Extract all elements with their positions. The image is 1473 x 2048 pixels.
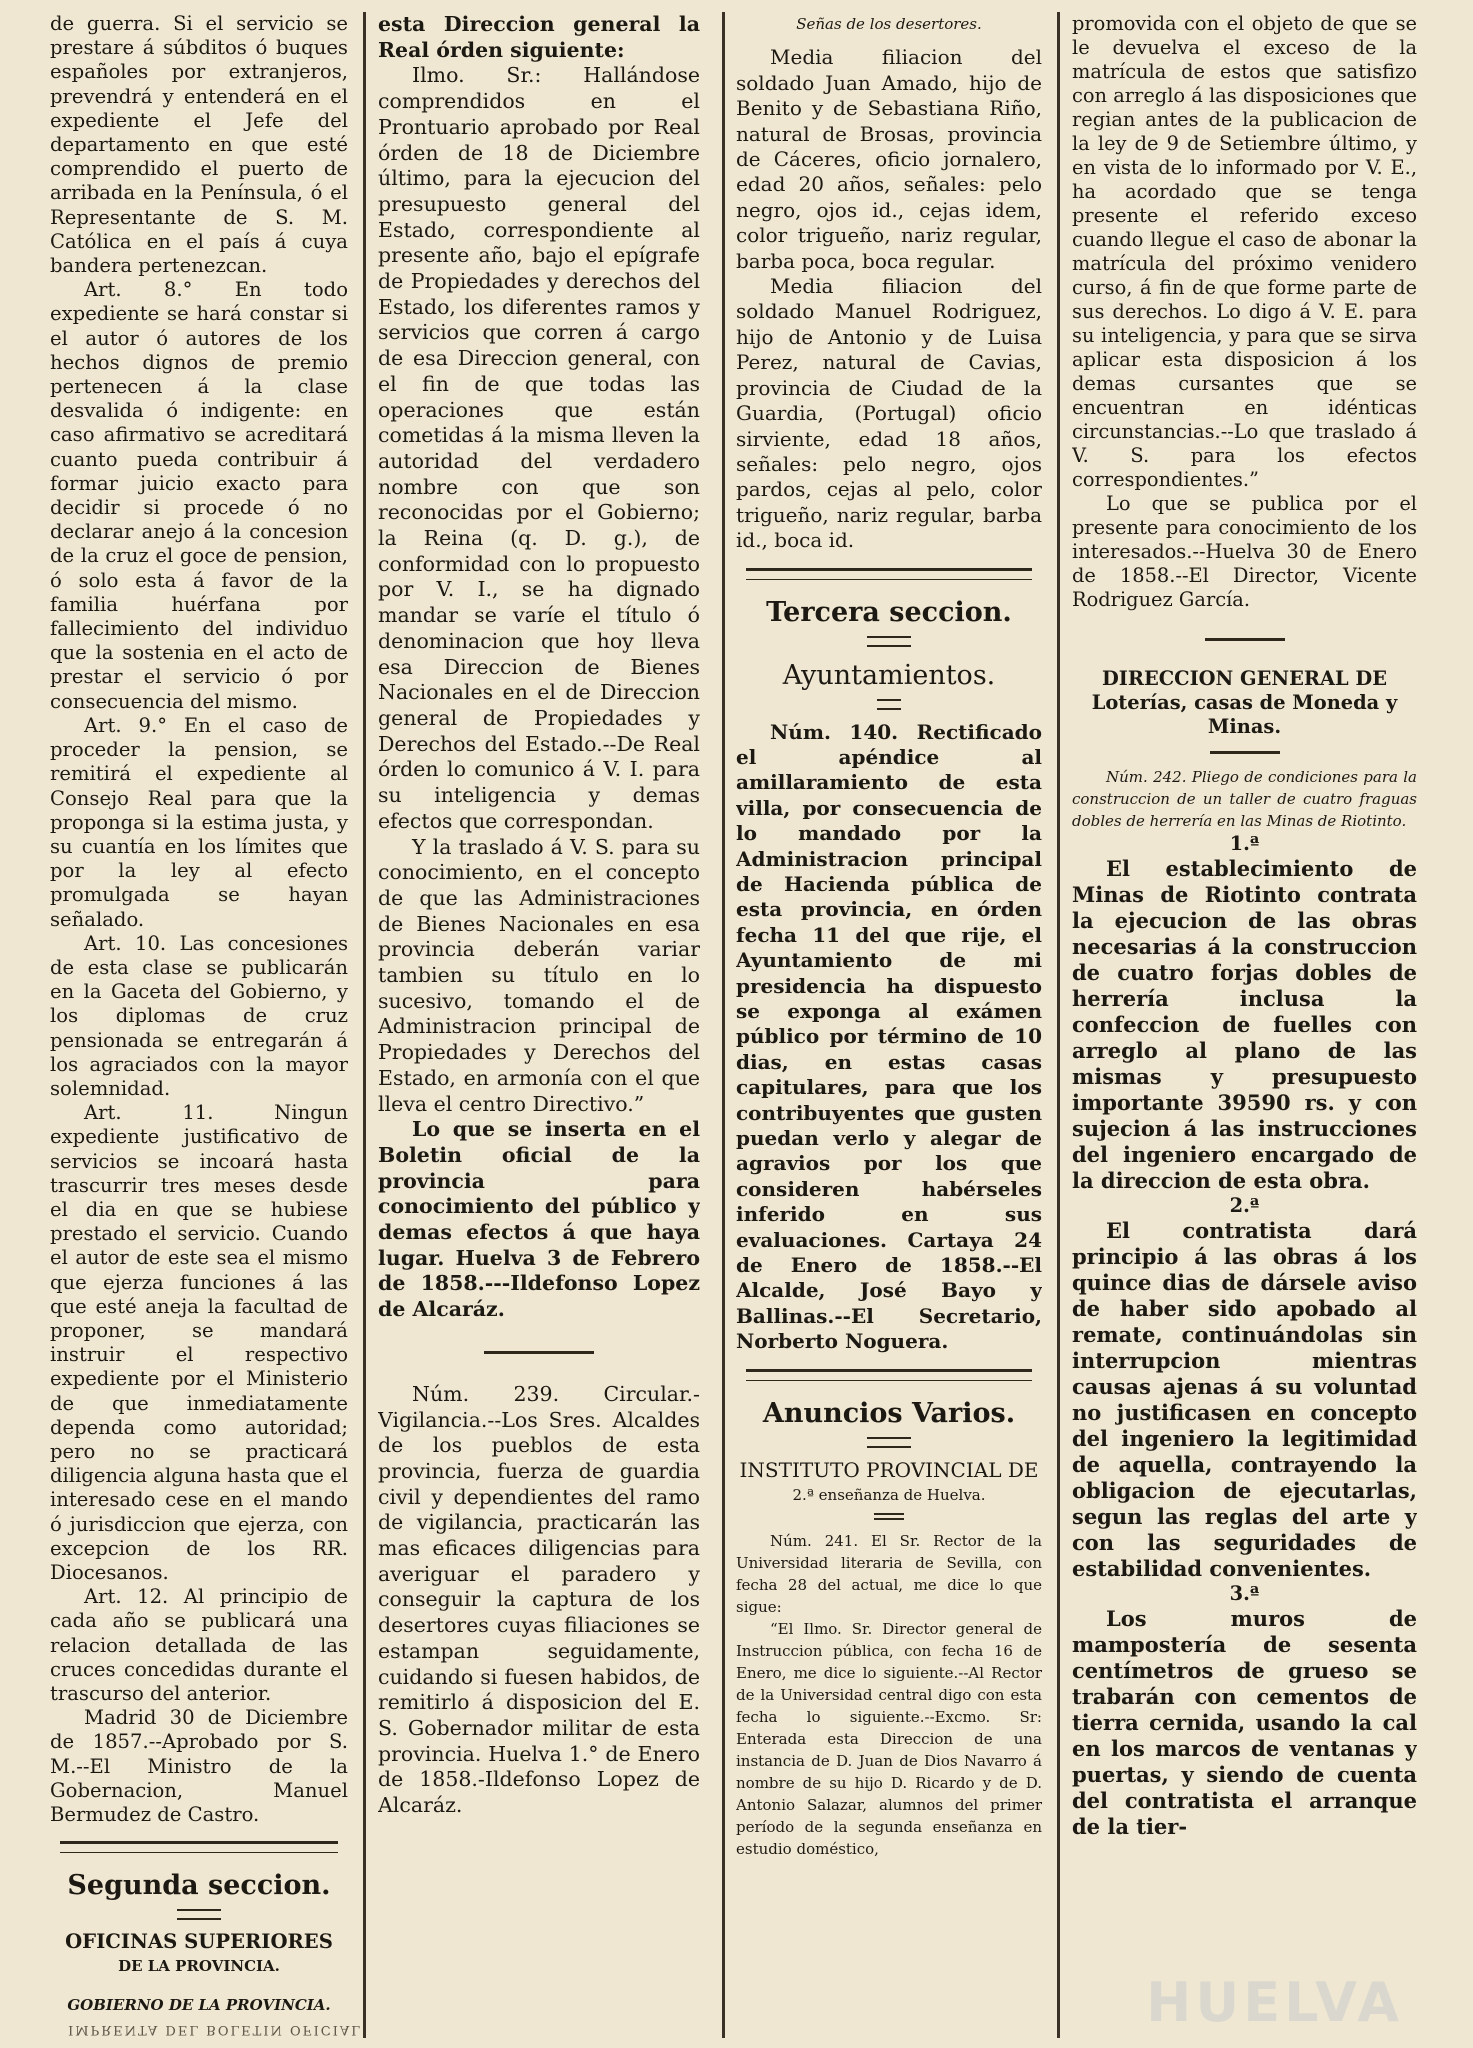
- condition-3-number: 3.ª: [1229, 1582, 1260, 1605]
- col4-continuation: promovida con el objeto de que se le devuelva el exceso de la matrícula de estos que satisfizo con arreglo á las disposiciones que regian antes de la publicacion de la ley de 9 de Setiembre último, y en vista de lo informado por V. E., ha acordado que se tenga presente el referido exceso cuando llegue el caso de abonar la matrícula del próximo venidero curso, á fin de que forme parte de sus derechos. Lo digo á V. E. para su inteligencia, y para que se sirva aplicar esta disposicion á los demas cursantes que se encuentran en idénticas circunstancias.--Lo que traslado á V. S. para los efectos correspondientes.”: [1072, 12, 1417, 491]
- column-2: [378, 12, 700, 2028]
- notice-241-quote: “El Ilmo. Sr. Director general de Instruccion pública, con fecha 16 de Enero, me dice lo siguiente.--Al Rector de la Universidad central digo con esta fecha lo siguiente.--Excmo. Sr: Enterada esta Direccion de una instancia de D. Juan de Dios Navarro á nombre de su hijo D. Ricardo y de D. Antonio Salazar, alumnos del primer período de la segunda enseñanza en estudio doméstico,: [736, 1619, 1042, 1858]
- anuncios-heading: Anuncios Varios.: [762, 1397, 1016, 1429]
- notice-140: Núm. 140. Rectificado el apéndice al amillaramiento de esta villa, por consecuencia de lo mandado por la Administracion principal de Hacienda pública de esta provincia, en órden fecha 11 del que rije, el Ayuntamiento de mi presidencia ha dispuesto se exponga al exámen público por término de 10 dias, en estas casas capitulares, para que los contribuyentes que gusten puedan verlo y alegar de agravios por los que consideren habérseles inferido en sus evaluaciones. Cartaya 24 de Enero de 1858.--El Alcalde, José Bayo y Ballinas.--El Secretario, Norberto Noguera.: [736, 719, 1042, 1354]
- double-rule: [867, 1437, 911, 1448]
- col4-publica: Lo que se publica por el presente para conocimiento de los interesados.--Huelva 30 de Enero de 1858.--El Director, Vicente Rodriguez García.: [1072, 492, 1417, 611]
- column-3: [736, 12, 1042, 2028]
- col1-article-11: Art. 11. Ningun expediente justificativo de servicios se incoará hasta trascurrir tres meses desde el dia en que se hubiese prestado el servicio. Cuando el autor de este sea el mismo que ejerza funciones á las que esté aneja la facultad de proponer, se mandará instruir el respectivo expediente por el Ministerio de que inmediatamente dependa como autoridad; pero no se practicará diligencia alguna hasta que el interesado cese en el mando ó jurisdiccion que ejerza, con excepcion de los RR. Diocesanos.: [50, 1101, 348, 1584]
- col2-traslado: Y la traslado á V. S. para su conocimiento, en el concepto de que las Administraciones de Bienes Nacionales en esa provincia deberán variar tambien su título en lo sucesivo, tomando el de Administracion principal de Propiedades y Derechos del Estado, en armonía con el que lleva el centro Directivo.”: [378, 834, 700, 1116]
- col2-divider: [484, 1351, 594, 1354]
- instituto-subheading: 2.ª enseñanza de Huelva.: [792, 1486, 986, 1505]
- section-divider: [60, 1841, 338, 1853]
- column-rule-3: [1057, 12, 1060, 2038]
- instituto-heading: INSTITUTO PROVINCIAL DE: [739, 1457, 1039, 1482]
- condition-1: El establecimiento de Minas de Riotinto contrata la ejecucion de las obras necesarias á la construccion de cuatro forjas dobles de herrería inclusa la confeccion de fuelles con arreglo al plano de las mismas y presupuesto importante 39590 rs. y con sujecion á las instrucciones del ingeniero encargado de la direccion de esta obra.: [1072, 856, 1417, 1193]
- column-1: [50, 12, 348, 2028]
- printer-footer: IMPRENTA DEL BOLETIN OFICIAL: [68, 2022, 362, 2037]
- section-heading-tercera: Tercera seccion.: [766, 596, 1012, 628]
- double-rule: [867, 636, 911, 647]
- offices-heading: OFICINAS SUPERIORES: [65, 1930, 333, 1954]
- col2-intro: esta Direccion general la Real órden siguiente:: [378, 12, 700, 62]
- archive-watermark: HUELVA: [1146, 1971, 1403, 2034]
- col1-article-9: Art. 9.° En el caso de proceder la pension, se remitirá el expediente al Consejo Real para que la proponga si la estima justa, y su cuantía en los límites que por la ley al efecto promulgada se hayan señalado.: [50, 713, 348, 931]
- section-heading-segunda: Segunda seccion.: [67, 1870, 331, 1902]
- short-rule: [874, 1513, 904, 1520]
- notice-242: Núm. 242. Pliego de condiciones para la construccion de un taller de cuatro fraguas dobles de herrería en las Minas de Riotinto.: [1072, 768, 1417, 830]
- col2-insert: Lo que se inserta en el Boletin oficial de la provincia para conocimiento del público y demas efectos á que haya lugar. Huelva 3 de Febrero de 1858.---Ildefonso Lopez de Alcaráz.: [378, 1117, 700, 1322]
- double-rule: [177, 1909, 221, 1920]
- notice-241: Núm. 241. El Sr. Rector de la Universidad literaria de Sevilla, con fecha 28 del actual, me dice lo que sigue:: [736, 1531, 1042, 1616]
- col3-divider: [746, 568, 1032, 580]
- offices-subheading: DE LA PROVINCIA.: [118, 1957, 280, 1976]
- col4-divider: [1205, 638, 1285, 641]
- gobierno-heading: GOBIERNO DE LA PROVINCIA.: [67, 1995, 331, 2014]
- condition-3: Los muros de mampostería de sesenta centímetros de grueso se trabarán con cementos de tierra cernida, usando la cal en los marcos de ventanas y puertas, y siendo de cuenta del contratista el arranque de la tier-: [1072, 1606, 1417, 1839]
- notice-239-circular: Núm. 239. Circular.-Vigilancia.--Los Sres. Alcaldes de los pueblos de esta provincia, fuerza de guardia civil y dependientes del ramo de vigilancia, practicarán las mas eficaces diligencias para averiguar el paradero y conseguir la captura de los desertores cuyas filiaciones se estampan seguidamente, cuidando si fuesen habidos, de remitirlo á disposicion del E. S. Gobernador militar de esta provincia. Huelva 1.° de Enero de 1858.-Ildefonso Lopez de Alcaráz.: [378, 1381, 700, 1818]
- col4-short-rule: [1210, 751, 1280, 754]
- col1-article-10: Art. 10. Las concesiones de esta clase se publicarán en la Gaceta del Gobierno, y los diplomas de cruz pensionada se entregarán á los agraciados con la mayor solemnidad.: [50, 931, 348, 1100]
- col1-paragraph-1: de guerra. Si el servicio se prestare á súbditos ó buques españoles por extranjeros, prevendrá y entenderá en el expediente el Jefe del departamento en que esté comprendido el puerto de arribada en la Península, ó el Representante de S. M. Católica en el país á cuya bandera pertenezcan.: [50, 12, 348, 278]
- loterias-heading: DIRECCION GENERAL DE Loterías, casas de Moneda y Minas.: [1091, 667, 1398, 738]
- ayuntamientos-heading: Ayuntamientos.: [782, 659, 996, 691]
- condition-2-number: 2.ª: [1229, 1194, 1260, 1217]
- condition-1-number: 1.ª: [1229, 832, 1260, 855]
- deserter-manuel-rodriguez: Media filiacion del soldado Manuel Rodriguez, hijo de Antonio y de Luisa Perez, natural de Cavias, provincia de Ciudad de la Guardia, (Portugal) oficio sirviente, edad 18 años, señales: pelo negro, ojos pardos, cejas al pelo, color trigueño, nariz regular, barba id., boca id.: [736, 274, 1042, 553]
- deserter-juan-amado: Media filiacion del soldado Juan Amado, hijo de Benito y de Sebastiana Riño, natural de Brosas, provincia de Cáceres, oficio jornalero, edad 20 años, señales: pelo negro, ojos id., cejas idem, color trigueño, nariz regular, barba poca, boca regular.: [736, 45, 1042, 273]
- condition-2: El contratista dará principio á las obras á los quince dias de dársele aviso de haber sido apobado al remate, continuándolas sin interrupcion mientras causas ajenas á su voluntad no justificasen en concepto del ingeniero la legitimidad de aquella, contrayendo la obligacion de ejecutarlas, segun las reglas del arte y con las seguridades de estabilidad convenientes.: [1072, 1218, 1417, 1581]
- column-4: [1072, 12, 1417, 2028]
- column-rule-2: [722, 12, 725, 2038]
- double-rule-small: [877, 699, 901, 710]
- column-rule-1: [363, 12, 366, 2038]
- col1-article-12: Art. 12. Al principio de cada año se publicará una relacion detallada de las cruces concedidas durante el trascurso del anterior.: [50, 1585, 348, 1706]
- col2-real-orden: Ilmo. Sr.: Hallándose comprendidos en el Prontuario aprobado por Real órden de 18 de Diciembre último, para la ejecucion del presupuesto general del Estado, correspondiente al presente año, bajo el epígrafe de Propiedades y derechos del Estado, los diferentes ramos y servicios que corren á cargo de esa Direccion general, con el fin de que todas las operaciones que están cometidas á la misma lleven la autoridad del verdadero nombre con que son reconocidas por el Gobierno; la Reina (q. D. g.), de conformidad con lo propuesto por V. I., se ha dignado mandar se varíe el título ó denominacion que hoy lleva esa Direccion de Bienes Nacionales en el de Direccion general de Propiedades y Derechos del Estado.--De Real órden lo comunico á V. I. para su inteligencia y demas efectos que correspondan.: [378, 63, 700, 833]
- col3-divider-2: [746, 1369, 1032, 1381]
- col1-article-8: Art. 8.° En todo expediente se hará constar si el autor ó autores de los hechos dignos de premio pertenecen á la clase desvalida ó indigente: en caso afirmativo se acreditará cuanto pueda contribuir á formar juicio exacto para decidir si procede ó no declarar anejo á la concesion de la cruz el goce de pension, ó solo esta á favor de la familia huérfana por fallecimiento del individuo que la sostenia en el acto de prestar el servicio ó por consecuencia del mismo.: [50, 278, 348, 713]
- col1-signature: Madrid 30 de Diciembre de 1857.--Aprobado por S. M.--El Ministro de la Gobernacion, Manuel Bermudez de Castro.: [50, 1706, 348, 1827]
- deserters-heading: Señas de los desertores.: [796, 15, 982, 33]
